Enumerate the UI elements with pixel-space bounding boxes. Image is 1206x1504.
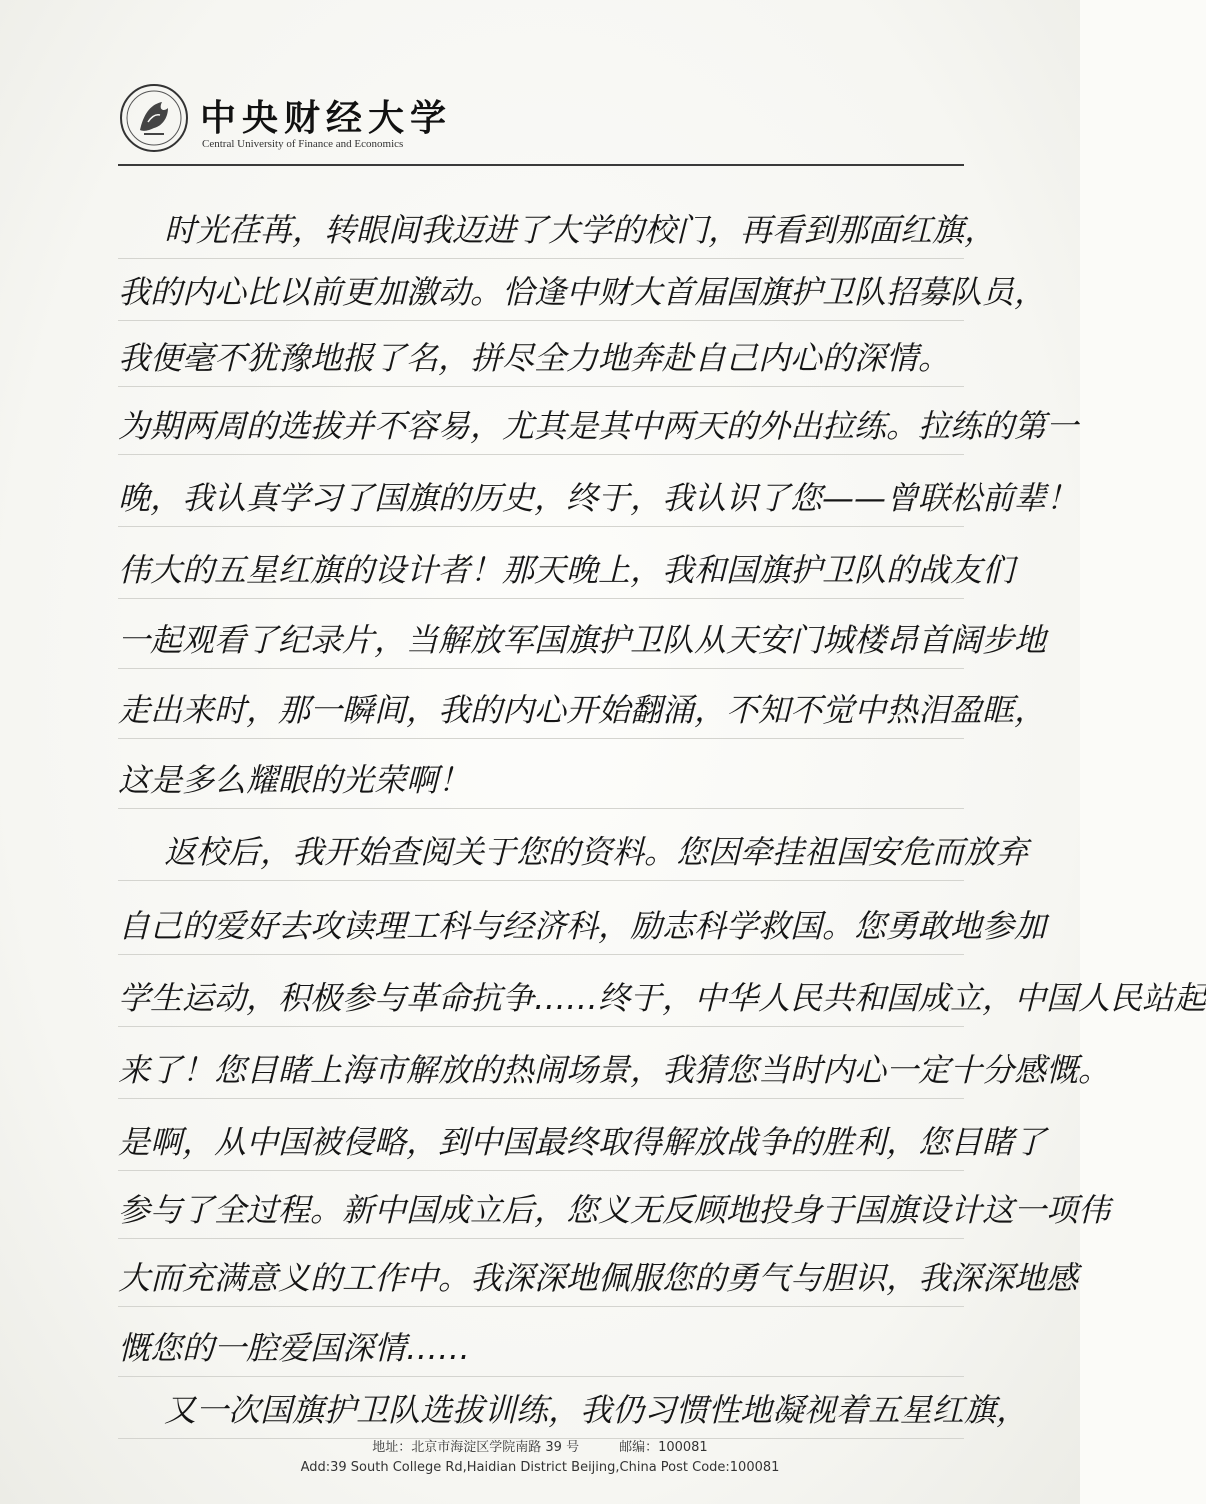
footer-address-cn-row	[0, 1436, 1080, 1455]
letter-line-1: 时光荏苒，转眼间我迈进了大学的校门，再看到那面红旗，	[164, 211, 997, 249]
letterhead	[118, 82, 978, 168]
letterhead-divider	[118, 164, 964, 166]
letter-line-11: 自己的爱好去攻读理工科与经济科，励志科学救国。您勇敢地参加	[118, 907, 1047, 945]
letter-line-10: 返校后，我开始查阅关于您的资料。您因牵挂祖国安危而放弃	[164, 833, 1029, 871]
ruled-line	[118, 668, 964, 669]
letter-line-3: 我便毫不犹豫地报了名，拼尽全力地奔赴自己内心的深情。	[118, 339, 951, 377]
university-seal-icon	[118, 82, 190, 154]
letter-line-12: 学生运动，积极参与革命抗争……终于，中华人民共和国成立，中国人民站起	[118, 979, 1206, 1017]
letter-line-4: 为期两周的选拔并不容易，尤其是其中两天的外出拉练。拉练的第一	[118, 407, 1079, 445]
letter-line-13: 来了！您目睹上海市解放的热闹场景，我猜您当时内心一定十分感慨。	[118, 1051, 1111, 1089]
ruled-line	[118, 738, 964, 739]
ruled-line	[118, 320, 964, 321]
letter-line-6: 伟大的五星红旗的设计者！那天晚上，我和国旗护卫队的战友们	[118, 551, 1015, 589]
ruled-line	[118, 598, 964, 599]
letter-line-8: 走出来时，那一瞬间，我的内心开始翻涌，不知不觉中热泪盈眶，	[118, 691, 1047, 729]
footer-address-en-row	[0, 1460, 1080, 1475]
ruled-line	[118, 954, 964, 955]
letter-line-5: 晚，我认真学习了国旗的历史，终于，我认识了您——曾联松前辈！	[118, 479, 1079, 517]
ruled-line	[118, 386, 964, 387]
ruled-line	[118, 1376, 964, 1377]
letter-line-14: 是啊，从中国被侵略，到中国最终取得解放战争的胜利，您目睹了	[118, 1123, 1047, 1161]
letter-line-9: 这是多么耀眼的光荣啊！	[118, 761, 471, 799]
ruled-line	[118, 880, 964, 881]
letter-line-7: 一起观看了纪录片，当解放军国旗护卫队从天安门城楼昂首阔步地	[118, 621, 1047, 659]
letter-line-2: 我的内心比以前更加激动。恰逢中财大首届国旗护卫队招募队员，	[118, 273, 1047, 311]
footer-address-en: Add:39 South College Rd,Haidian District Beijing,China Post Code:100081	[300, 1460, 780, 1475]
footer-postcode-cn: 邮编：100081	[619, 1440, 708, 1455]
ruled-line	[118, 1306, 964, 1307]
letter-line-18: 又一次国旗护卫队选拔训练，我仍习惯性地凝视着五星红旗，	[164, 1391, 1029, 1429]
ruled-line	[118, 808, 964, 809]
ruled-line	[118, 1238, 964, 1239]
footer-address-cn: 地址：北京市海淀区学院南路 39 号	[372, 1440, 580, 1455]
ruled-line	[118, 526, 964, 527]
ruled-line	[118, 1170, 964, 1171]
ruled-line	[118, 258, 964, 259]
letter-line-15: 参与了全过程。新中国成立后，您义无反顾地投身于国旗设计这一项伟	[118, 1191, 1111, 1229]
university-name-cn: 中央财经大学	[200, 97, 453, 139]
letter-line-16: 大而充满意义的工作中。我深深地佩服您的勇气与胆识，我深深地感	[118, 1259, 1079, 1297]
ruled-line	[118, 454, 964, 455]
ruled-line	[118, 1098, 964, 1099]
university-name-en: Central University of Finance and Economics	[202, 138, 404, 150]
ruled-line	[118, 1026, 964, 1027]
letter-line-17: 慨您的一腔爱国深情……	[118, 1329, 471, 1367]
